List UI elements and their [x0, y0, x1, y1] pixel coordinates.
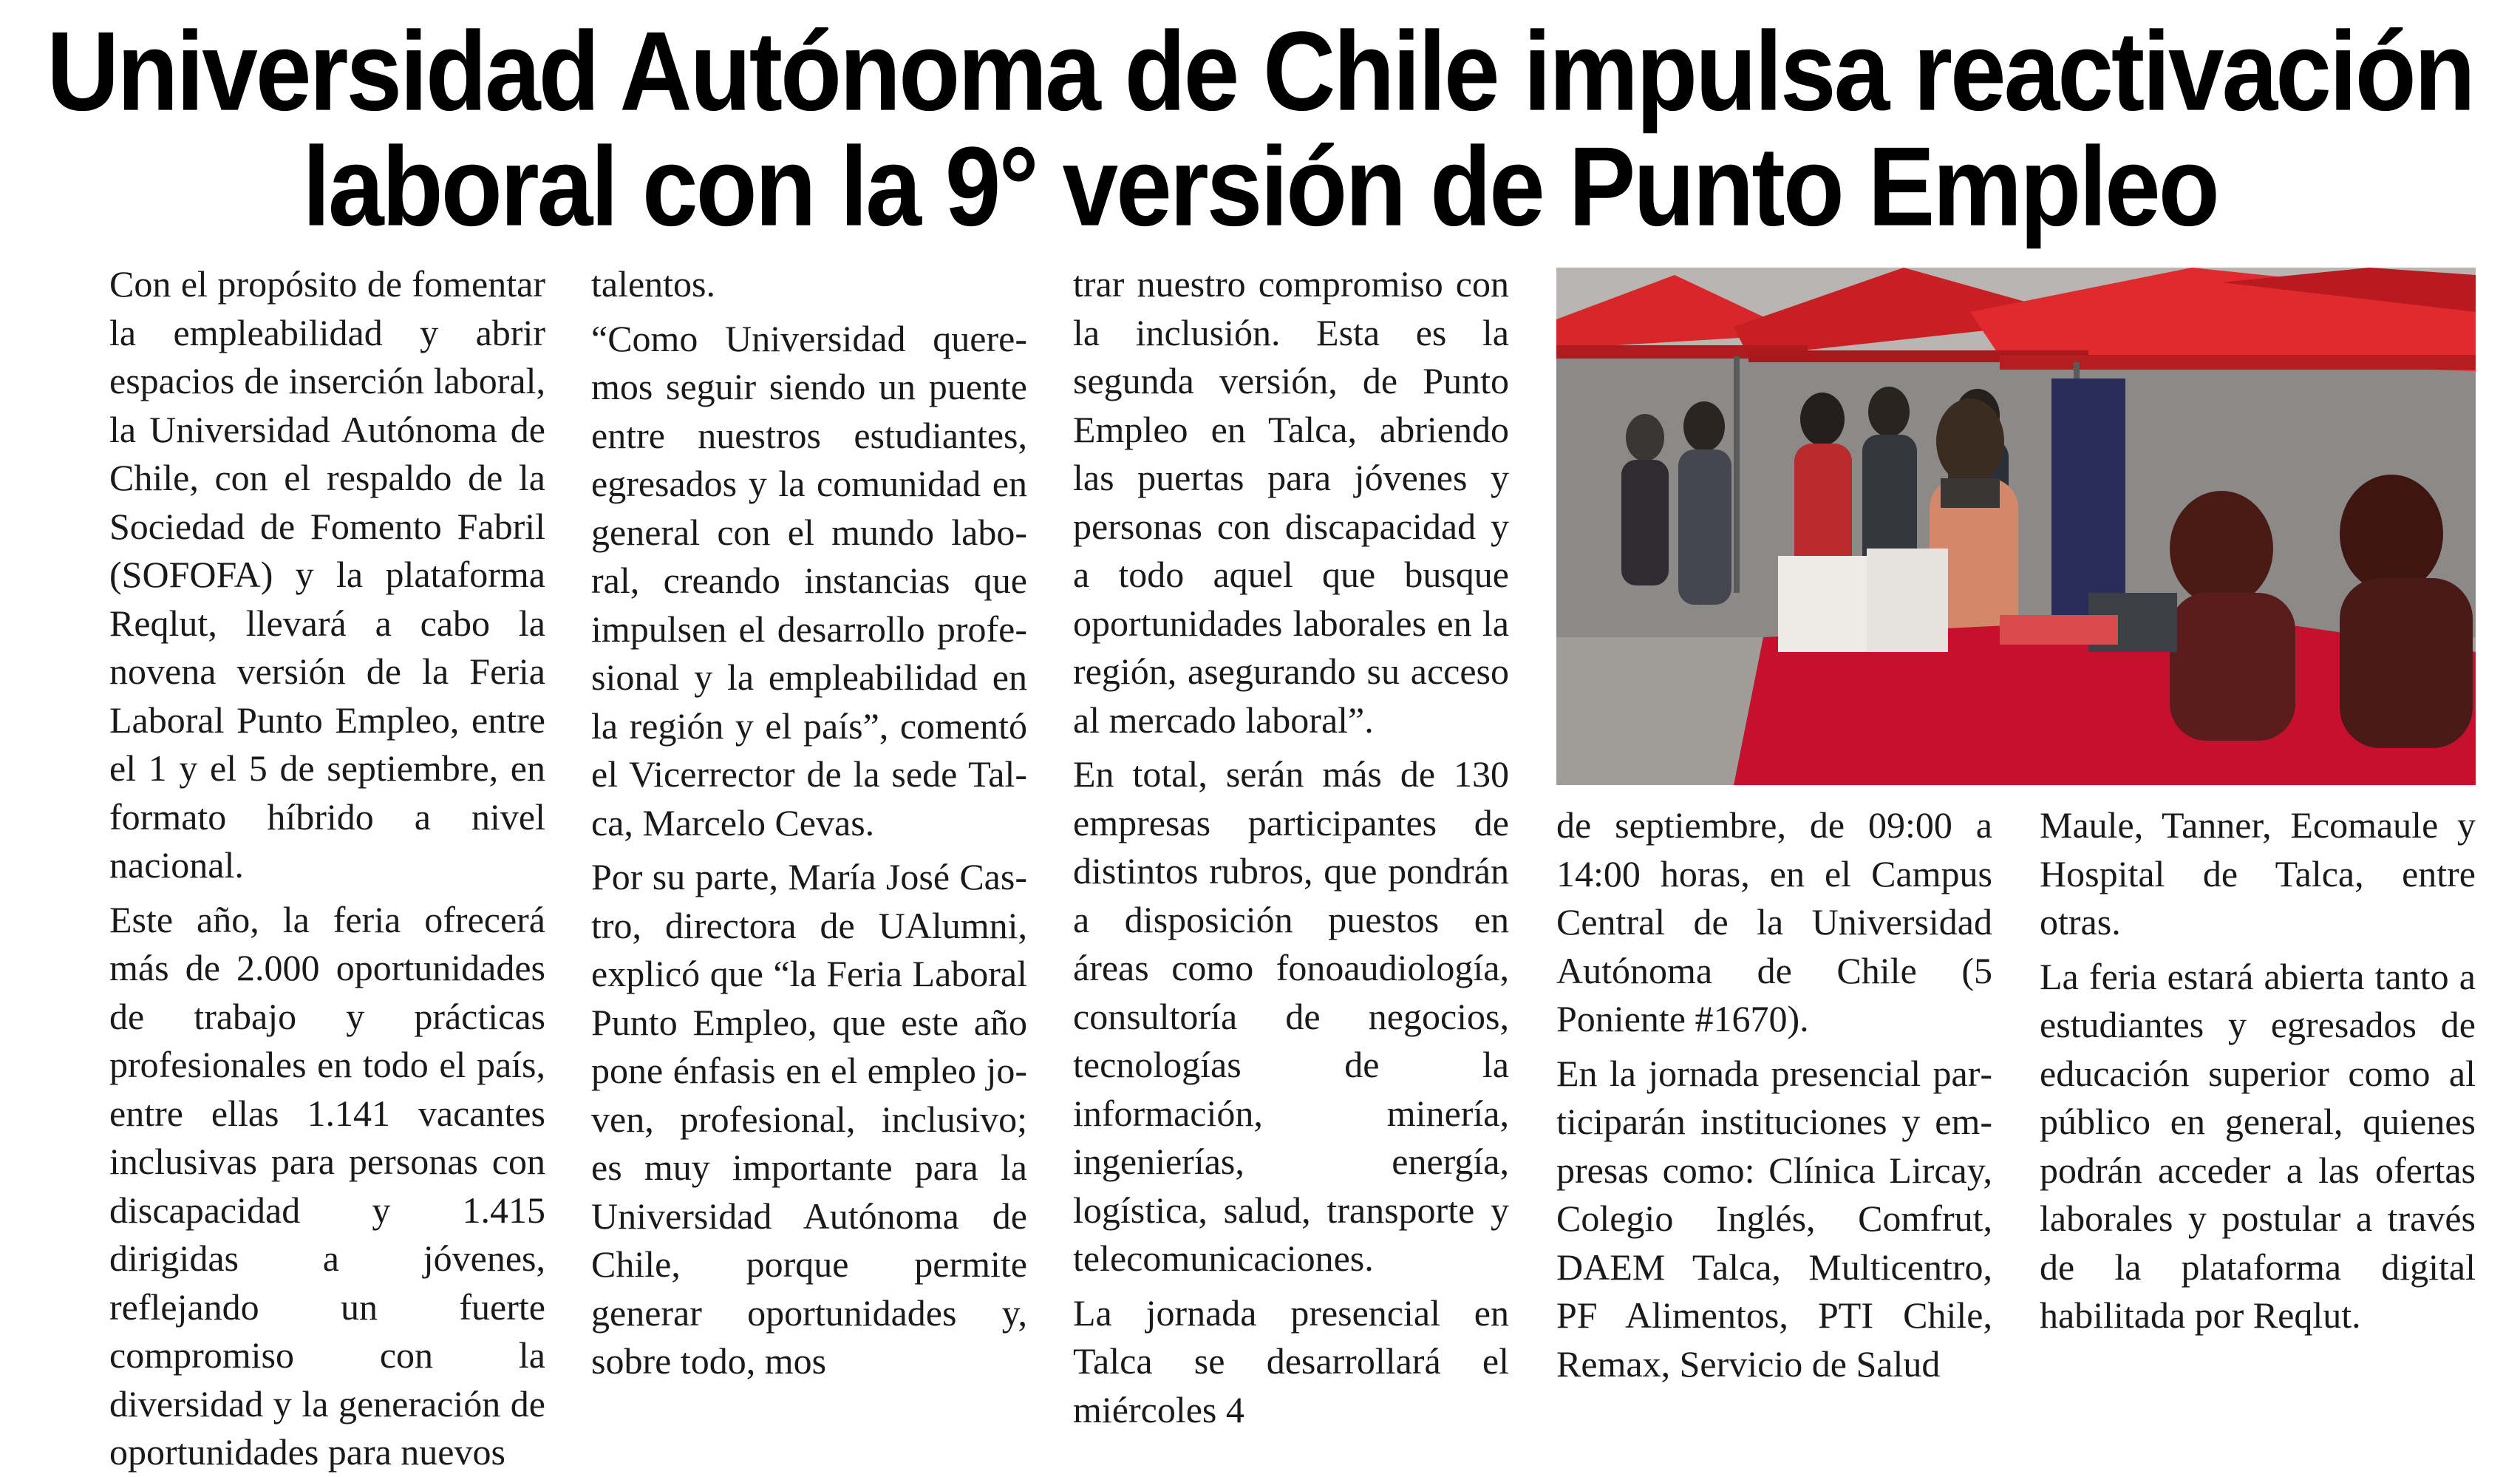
paragraph: En la jornada presencial participarán instituciones y empresas como: Clínica Lircay, Colegio Inglés, Comfrut, DAEM Talca, Multicentro, PF Alimentos, PTI Chile, Remax, Servicio de Salud [1556, 1052, 1992, 1385]
paragraph: “Como Universidad queremos seguir siendo un puente entre nuestros estudiantes, egresados y la comunidad en general con el mundo laboral, creando instancias que impulsen el desarrollo profesional y la empleabilidad en la región y el país”, comentó el Vicerrector de la sede Talca, Marcelo Cevas. [591, 317, 1027, 843]
job-fair-photo [1556, 268, 2476, 785]
headline-line-1: Universidad Autónoma de Chile impulsa reactivación [47, 7, 2473, 135]
paragraph: Maule, Tanner, Ecomaule y Hospital de Talca, entre otras. [2040, 804, 2476, 943]
article-column-3 [1073, 260, 1509, 1430]
paragraph: Por su parte, María José Castro, directora de UAlumni, explicó que “la Feria Laboral Punto Empleo, que este año pone énfasis en el empleo joven, profesional, inclusivo; es muy importante para la Universidad Autónoma de Chile, porque permite generar oportunidades y, sobre todo, mos [591, 856, 1027, 1382]
paragraph: de septiembre, de 09:00 a 14:00 horas, en el Campus Central de la Universidad Autónoma de Chile (5 Poniente #1670). [1556, 804, 1992, 1039]
article-column-4 [1556, 801, 1992, 1385]
paragraph: En total, serán más de 130 empresas participantes de distintos rubros, que pondrán a disposición puestos en áreas como fonoaudiología, consultoría de negocios, tecnologías de la información, minería, ingenierías, energía, logística, salud, transporte y telecomunicaciones. [1073, 753, 1509, 1279]
article-column-5 [2040, 801, 2476, 1348]
paragraph: talentos. [591, 263, 716, 305]
paragraph: trar nuestro compromiso con la inclusión. Esta es la segunda versión, de Punto Empleo en Talca, abriendo las puertas para jóvenes y personas con discapacidad y a todo aquel que busque oportunidades laborales en la región, asegurando su acceso al mercado laboral”. [1073, 263, 1509, 741]
paragraph: Este año, la feria ofrecerá más de 2.000 oportunidades de trabajo y prácticas profesionales en todo el país, entre ellas 1.141 vacantes inclusivas para personas con discapacidad y 1.415 dirigidas a jóvenes, reflejando un fuerte compromiso con la diversidad y la generación de oportunidades para nuevos [109, 898, 545, 1473]
paragraph: La jornada presencial en Talca se desarrollará el miércoles 4 [1073, 1291, 1509, 1430]
article-column-2 [591, 260, 1027, 1382]
headline-line-2: laboral con la 9° versión de Punto Empleo [302, 123, 2218, 250]
paragraph: Con el propósito de fomentar la empleabilidad y abrir espacios de inserción laboral, la Universidad Autónoma de Chile, con el respaldo de la Sociedad de Fomento Fabril (SOFOFA) y la plataforma Reqlut, llevará a cabo la novena versión de la Feria Laboral Punto Empleo, entre el 1 y el 5 de septiembre, en formato híbrido a nivel nacional. [109, 263, 545, 886]
article-column-1 [109, 260, 545, 1473]
paragraph: La feria estará abierta tanto a estudiantes y egresados de educación superior como al público en general, quienes podrán acceder a las ofertas laborales y postular a través de la plataforma digital habilitada por Reqlut. [2040, 955, 2476, 1336]
